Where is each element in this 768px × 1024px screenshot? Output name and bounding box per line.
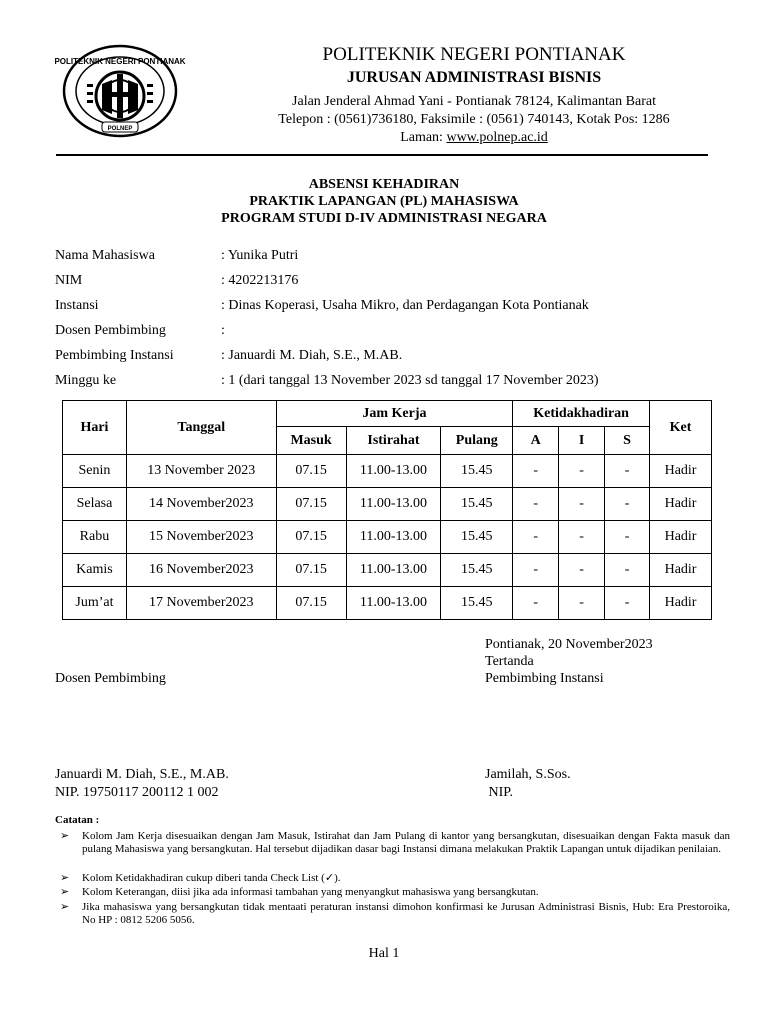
arrow-bullet-icon: ➢ [60,901,70,913]
table-row [63,554,712,587]
cell-pulang: 15.45 [441,554,513,587]
cell-a: - [513,554,559,587]
header-hari: Hari [63,401,127,455]
cell-s: - [605,521,650,554]
header-ket: Ket [650,401,712,455]
header-istirahat: Istirahat [346,427,441,455]
website-link[interactable]: www.polnep.ac.id [446,130,548,145]
cell-masuk: 07.15 [276,488,346,521]
left-signer-role: Dosen Pembimbing [55,671,166,686]
cell-i: - [559,488,605,521]
note-item [62,872,730,885]
info-label: Dosen Pembimbing [55,323,166,338]
left-signer-nip: NIP. 19750117 200112 1 002 [55,785,219,800]
cell-masuk: 07.15 [276,455,346,488]
table-row [63,455,712,488]
cell-ket: Hadir [650,554,712,587]
cell-a: - [513,587,559,620]
table-row [63,488,712,521]
info-label: Nama Mahasiswa [55,248,155,263]
cell-i: - [559,455,605,488]
header-pulang: Pulang [441,427,513,455]
info-value: : 1 (dari tanggal 13 November 2023 sd tanggal 17 November 2023) [221,373,599,388]
note-text: Jika mahasiswa yang bersangkutan tidak mentaati peraturan instansi dimohon konfirmasi ke Jurusan Administrasi Bisnis, Hub: Era Prestoroika, No HP : 0812 5206 5056. [82,901,730,926]
info-label: Minggu ke [55,373,117,388]
cell-masuk: 07.15 [276,521,346,554]
info-value: : Dinas Koperasi, Usaha Mikro, dan Perdagangan Kota Pontianak [221,298,589,313]
right-signer-name: Jamilah, S.Sos. [485,767,571,782]
doc-title-line2: PRAKTIK LAPANGAN (PL) MAHASISWA [249,194,519,209]
cell-istirahat: 11.00-13.00 [346,554,441,587]
header-tanggal: Tanggal [126,401,276,455]
table-row [63,587,712,620]
header-divider [56,154,708,156]
note-text: Kolom Jam Kerja disesuaikan dengan Jam Masuk, Istirahat dan Jam Pulang di kantor yang bersangkutan, disesuaikan dengan Fakta masuk dan pulang Mahasiswa yang bersangkutan. Hal tersebut dijadikan dasar bagi Instansi dimana melakukan Praktik Lapangan untuk dijadikan penilaian. [82,830,730,855]
page-number: Hal 1 [368,946,400,961]
header-jam-kerja: Jam Kerja [276,401,513,427]
header-masuk: Masuk [276,427,346,455]
header-a: A [513,427,559,455]
cell-pulang: 15.45 [441,488,513,521]
cell-tanggal: 14 November2023 [126,488,276,521]
cell-i: - [559,521,605,554]
arrow-bullet-icon: ➢ [60,830,70,842]
cell-i: - [559,554,605,587]
header-i: I [559,427,605,455]
info-label: Instansi [55,298,99,313]
notes-title: Catatan : [55,814,100,826]
cell-istirahat: 11.00-13.00 [346,488,441,521]
cell-s: - [605,587,650,620]
info-value: : 4202213176 [221,273,299,288]
cell-s: - [605,488,650,521]
svg-text:POLNEP: POLNEP [107,126,133,132]
doc-title-line3: PROGRAM STUDI D-IV ADMINISTRASI NEGARA [221,211,547,226]
cell-pulang: 15.45 [441,455,513,488]
cell-a: - [513,488,559,521]
info-label: NIM [55,273,83,288]
table-row [63,521,712,554]
cell-i: - [559,587,605,620]
cell-istirahat: 11.00-13.00 [346,455,441,488]
cell-a: - [513,455,559,488]
info-value: : Januardi M. Diah, S.E., M.AB. [221,348,403,363]
cell-ket: Hadir [650,587,712,620]
cell-ket: Hadir [650,455,712,488]
cell-pulang: 15.45 [441,587,513,620]
doc-title-line1: ABSENSI KEHADIRAN [308,177,460,192]
svg-text:POLITEKNIK NEGERI PONTIANAK: POLITEKNIK NEGERI PONTIANAK [54,57,186,66]
website-line [180,129,768,147]
cell-tanggal: 13 November 2023 [126,455,276,488]
cell-tanggal: 15 November2023 [126,521,276,554]
note-item [62,830,730,856]
cell-a: - [513,521,559,554]
cell-hari: Selasa [63,488,127,521]
address: Jalan Jenderal Ahmad Yani - Pontianak 78124, Kalimantan Barat [292,94,656,109]
cell-tanggal: 17 November2023 [126,587,276,620]
right-signer-role: Pembimbing Instansi [485,671,604,686]
cell-masuk: 07.15 [276,554,346,587]
cell-istirahat: 11.00-13.00 [346,521,441,554]
place-date: Pontianak, 20 November2023 [485,637,653,652]
info-value: : Yunika Putri [221,248,299,263]
institution-name: POLITEKNIK NEGERI PONTIANAK [322,44,626,65]
header-s: S [605,427,650,455]
website-label: Laman: [400,130,447,145]
cell-pulang: 15.45 [441,521,513,554]
department-name: JURUSAN ADMINISTRASI BISNIS [346,69,602,86]
arrow-bullet-icon: ➢ [60,872,70,884]
tertanda: Tertanda [485,654,534,669]
cell-s: - [605,554,650,587]
note-text: Kolom Ketidakhadiran cukup diberi tanda Check List (✓). [82,872,341,884]
attendance-table [62,400,712,620]
polnep-logo [54,44,186,138]
cell-tanggal: 16 November2023 [126,554,276,587]
right-signer-nip: NIP. [485,785,514,800]
info-value: : [221,323,225,338]
cell-hari: Rabu [63,521,127,554]
cell-hari: Kamis [63,554,127,587]
note-item [62,886,730,899]
cell-ket: Hadir [650,488,712,521]
header-ketidakhadiran: Ketidakhadiran [513,401,650,427]
note-text: Kolom Keterangan, diisi jika ada informasi tambahan yang menyangkut mahasiswa yang bersangkutan. [82,886,539,898]
arrow-bullet-icon: ➢ [60,886,70,898]
cell-hari: Senin [63,455,127,488]
info-label: Pembimbing Instansi [55,348,174,363]
cell-hari: Jum’at [63,587,127,620]
phone: Telepon : (0561)736180, Faksimile : (0561) 740143, Kotak Pos: 1286 [278,112,670,127]
cell-s: - [605,455,650,488]
cell-istirahat: 11.00-13.00 [346,587,441,620]
note-item [62,901,730,927]
left-signer-name: Januardi M. Diah, S.E., M.AB. [55,767,229,782]
cell-ket: Hadir [650,521,712,554]
cell-masuk: 07.15 [276,587,346,620]
contact-block [180,93,768,147]
